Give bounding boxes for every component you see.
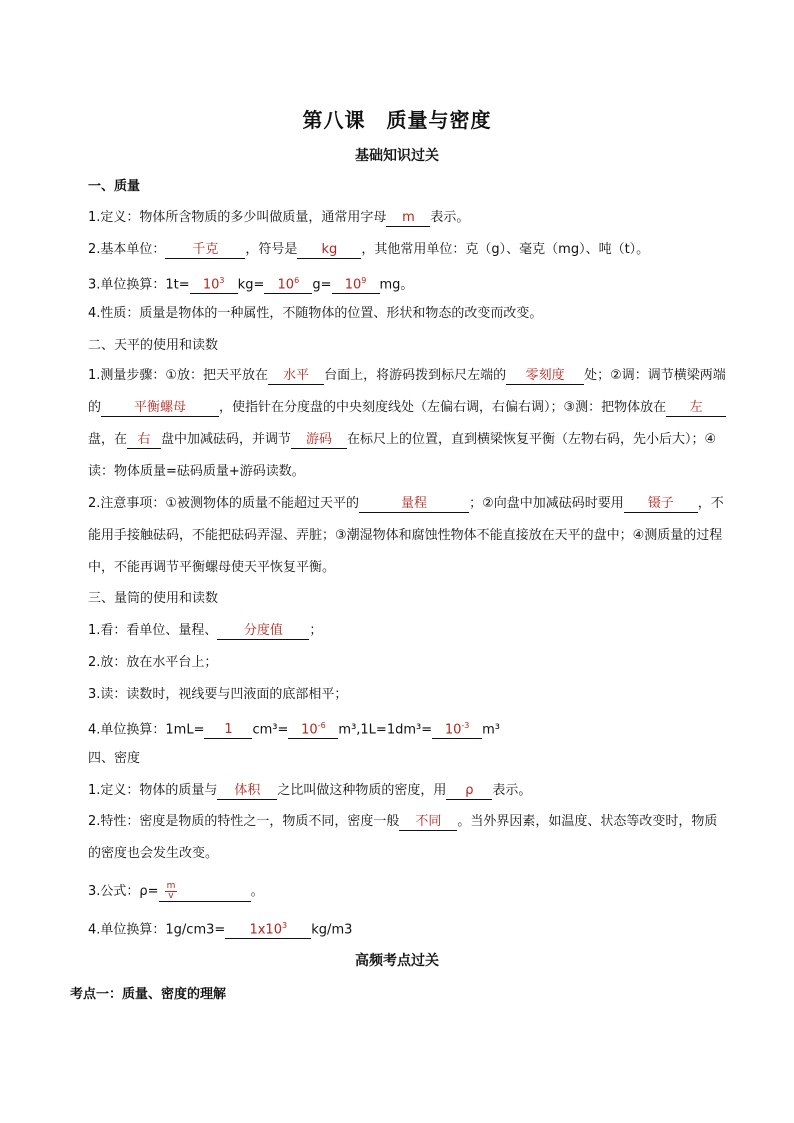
- cylinder-conversion: 4.单位换算：1mL= 1 $cm^3= 10^{-6}$ $m^3,1L=1dm^3= 10^{-3}$ m³: [88, 718, 730, 739]
- answer-blank: 右: [127, 432, 161, 449]
- formula-fraction: $\frac{m}{v}$: [166, 881, 176, 901]
- cylinder-place: 2.放：放在水平台上；: [88, 655, 218, 670]
- balance-heading: 二、天平的使用和读数: [88, 338, 219, 353]
- answer-blank: $10^6$: [264, 273, 312, 294]
- density-conversion: 4.单位换算：$1g/cm3= 1x10^3$ kg/m3: [88, 918, 730, 939]
- answer-blank: 体积: [217, 783, 277, 800]
- mass-definition: 1.定义：物体所含物质的多少叫做质量，通常用字母 m 表示。: [88, 210, 470, 225]
- answer-blank: 分度值: [217, 623, 309, 640]
- density-heading: 四、密度: [88, 751, 141, 766]
- density-formula: 3.公式：ρ= $\frac{m}{v}$ 。: [88, 881, 264, 901]
- answer-blank: $10^{-3}$: [432, 718, 482, 739]
- answer-blank: $10^{-6}$: [288, 718, 338, 739]
- answer-blank: 镊子: [624, 496, 698, 513]
- mass-heading: 一、质量: [88, 179, 141, 194]
- answer-blank: 1: [204, 722, 252, 739]
- cylinder-look: 1.看：看单位、量程、 分度值 ；: [88, 623, 323, 638]
- page-title: 第八课 质量与密度: [302, 108, 492, 132]
- section-heading-basic: 基础知识过关: [355, 148, 439, 164]
- answer-blank: $10^9$: [332, 273, 380, 294]
- answer-blank: ρ: [446, 783, 492, 800]
- answer-blank: 不同: [399, 814, 457, 831]
- mass-conversion: 3.单位换算：$1t= 10^3$ $kg= 10^6$ $g= 10^9$ mg。: [88, 273, 730, 294]
- answer-blank: 千克: [165, 242, 245, 259]
- density-definition: 1.定义：物体的质量与 体积 之比叫做这种物质的密度，用 ρ 表示。: [88, 783, 532, 798]
- mass-unit: 2.基本单位： 千克 ，符号是 kg ，其他常用单位：克（g）、毫克（mg）、吨（t）。: [88, 242, 650, 257]
- answer-blank: kg: [297, 242, 361, 259]
- answer-blank: 游码: [291, 432, 347, 449]
- section-heading-frequent: 高频考点过关: [355, 953, 439, 969]
- mass-property: 4.性质：质量是物体的一种属性，不随物体的位置、形状和物态的改变而改变。: [88, 306, 543, 321]
- answer-blank: 量程: [359, 496, 469, 513]
- answer-blank: 零刻度: [506, 368, 584, 385]
- answer-blank: 平衡螺母: [101, 400, 219, 417]
- answer-blank: $1x10^3$: [225, 918, 311, 939]
- point1-heading: 考点一：质量、密度的理解: [70, 987, 227, 1002]
- cylinder-heading: 三、量筒的使用和读数: [88, 591, 219, 606]
- density-characteristic: 2.特性：密度是物质的特性之一，物质不同，密度一般 不同 。当外界因素，如温度、状态等改变时，物质的密度也会发生改变。: [88, 814, 718, 861]
- answer-blank: m: [386, 210, 430, 227]
- balance-steps: 1.测量步骤：①放：把天平放在 水平 台面上，将游码拨到标尺左端的 零刻度 处；②调：调节横梁两端的 平衡螺母 ，使指针在分度盘的中央刻度线处（左偏右调，右偏右调）；③测：把物体放在 左盘，在 右 盘中加减砝码，并调节 游码 在标尺上的位置，直到横梁恢复平衡（左物右码，先小后大）；④读：物体质量=砝码质量+游码读数。: [88, 368, 726, 479]
- answer-blank: [159, 882, 251, 902]
- cylinder-read: 3.读：读数时，视线要与凹液面的底部相平；: [88, 687, 348, 702]
- balance-notes: 2.注意事项：①被测物体的质量不能超过天平的 量程 ；②向盘中加减砝码时要用 镊子 ，不能用手接触砝码，不能把砝码弄湿、弄脏；③潮湿物体和腐蚀性物体不能直接放在天平的盘中；④测质量的过程中，不能再调节平衡螺母使天平恢复平衡。: [88, 496, 724, 575]
- answer-blank: $10^3$: [190, 273, 238, 294]
- answer-blank: 左: [666, 400, 726, 417]
- answer-blank: 水平: [268, 368, 324, 385]
